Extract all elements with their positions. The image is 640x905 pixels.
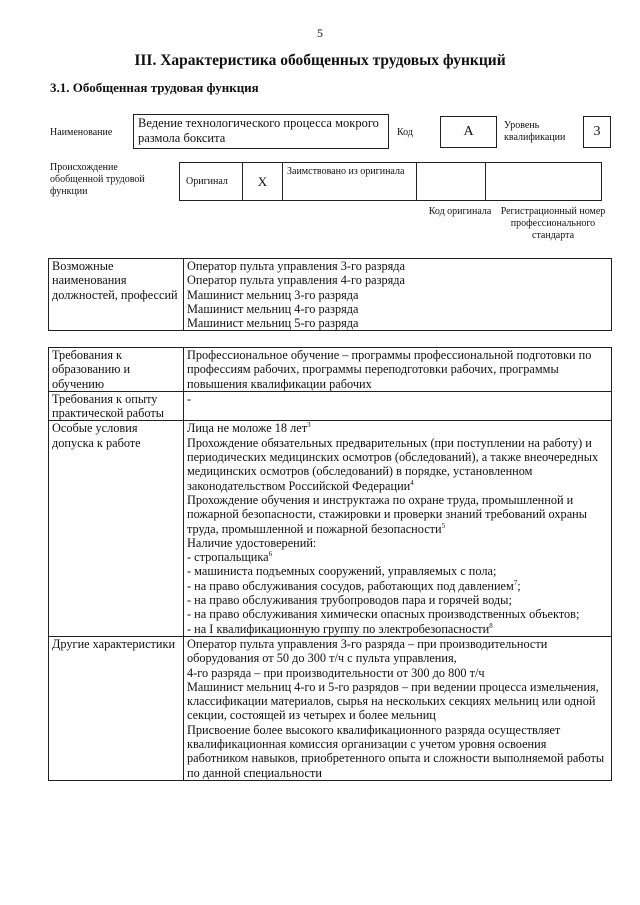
requirements-table — [48, 347, 612, 781]
condition-item: Прохождение обучения и инструктажа по охране труда, промышленной и пожарной безопасности, стажировки и проверки знаний требований охраны труда, промышленной и пожарной безопасности$^5$ — [187, 492, 587, 536]
page-number: 5 — [317, 26, 323, 40]
level-value: 3 — [583, 116, 611, 148]
original-label: Оригинал — [186, 176, 228, 187]
other-item: Оператор пульта управления 3-го разряда – при производительности оборудования от 50 до 300 т/ч с пульта управления, — [187, 636, 548, 666]
other-item: Присвоение более высокого квалификационного разряда осуществляет квалификационная комиссия организации с учетом уровня освоения работником навыков, приобретенного опыта и сложности выполняемой работы по данной специальности — [187, 722, 605, 780]
condition-item: - на право обслуживания сосудов, работающих под давлением$^7$; — [187, 578, 521, 593]
condition-item: - на I квалификационную группу по электробезопасности$^8$ — [187, 621, 493, 636]
section-title: III. Характеристика обобщенных трудовых функций — [134, 52, 506, 69]
condition-item: - на право обслуживания химически опасных производственных объектов; — [187, 607, 580, 622]
condition-item: Наличие удостоверений: — [187, 535, 317, 550]
code-label: Код — [397, 127, 413, 138]
code-value: А — [440, 116, 497, 148]
conditions-list — [184, 421, 612, 636]
condition-item: - машиниста подъемных сооружений, управляемых с пола; — [187, 564, 497, 579]
origin-label: Происхождение обобщенной трудовой функции — [50, 162, 145, 197]
education-value: Профессиональное обучение – программы профессиональной подготовки по профессиям рабочих, программы переподготовки рабочих, программы повышения квалификации рабочих — [184, 348, 612, 392]
education-label: Требования к образованию и обучению — [49, 348, 184, 392]
position-item: Оператор пульта управления 4-го разряда — [187, 273, 405, 288]
name-label: Наименование — [50, 127, 113, 138]
other-label: Другие характеристики — [49, 636, 184, 780]
position-item: Оператор пульта управления 3-го разряда — [187, 259, 405, 273]
reg-number-caption: Регистрационный номер профессионального стандарта — [500, 206, 606, 241]
condition-item: Лица не моложе 18 лет$^3$ — [187, 421, 311, 436]
code-original-caption: Код оригинала — [428, 206, 492, 217]
condition-item: - стропальщика$^6$ — [187, 550, 273, 565]
origin-code-cell — [416, 162, 486, 201]
other-list — [184, 636, 612, 780]
positions-list — [184, 259, 612, 331]
other-item: 4-го разряда – при производительности от 300 до 800 т/ч — [187, 665, 485, 680]
original-mark: Х — [242, 162, 283, 201]
condition-item: - на право обслуживания трубопроводов пара и горячей воды; — [187, 593, 512, 608]
conditions-label: Особые условия допуска к работе — [49, 421, 184, 636]
positions-table — [48, 258, 612, 331]
position-item: Машинист мельниц 5-го разряда — [187, 316, 359, 331]
position-item: Машинист мельниц 4-го разряда — [187, 301, 359, 316]
level-label: Уровень квалификации — [504, 120, 566, 143]
origin-table — [180, 162, 612, 201]
origin-original-cell — [179, 162, 243, 201]
subsection-title: 3.1. Обобщенная трудовая функция — [50, 80, 259, 95]
borrowed-label: Заимствовано из оригинала — [282, 162, 417, 201]
positions-label: Возможные наименования должностей, профессий — [49, 259, 184, 331]
condition-item: Прохождение обязательных предварительных (при поступлении на работу) и периодических медицинских осмотров (обследований), а также внеочередных медицинских осмотров (обследований) в порядке, установленном законодательством Российской Федерации$^4$ — [187, 435, 599, 493]
experience-value: - — [184, 391, 612, 421]
experience-label: Требования к опыту практической работы — [49, 391, 184, 421]
position-item: Машинист мельниц 3-го разряда — [187, 287, 359, 302]
other-item: Машинист мельниц 4-го и 5-го разрядов – при ведении процесса измельчения, классификации материалов, сырья на нескольких секциях мельниц или одной секции, состоящей из четырех и более мельниц — [187, 679, 599, 723]
origin-reg-cell — [485, 162, 602, 201]
name-value: Ведение технологического процесса мокрого размола боксита — [133, 114, 389, 149]
